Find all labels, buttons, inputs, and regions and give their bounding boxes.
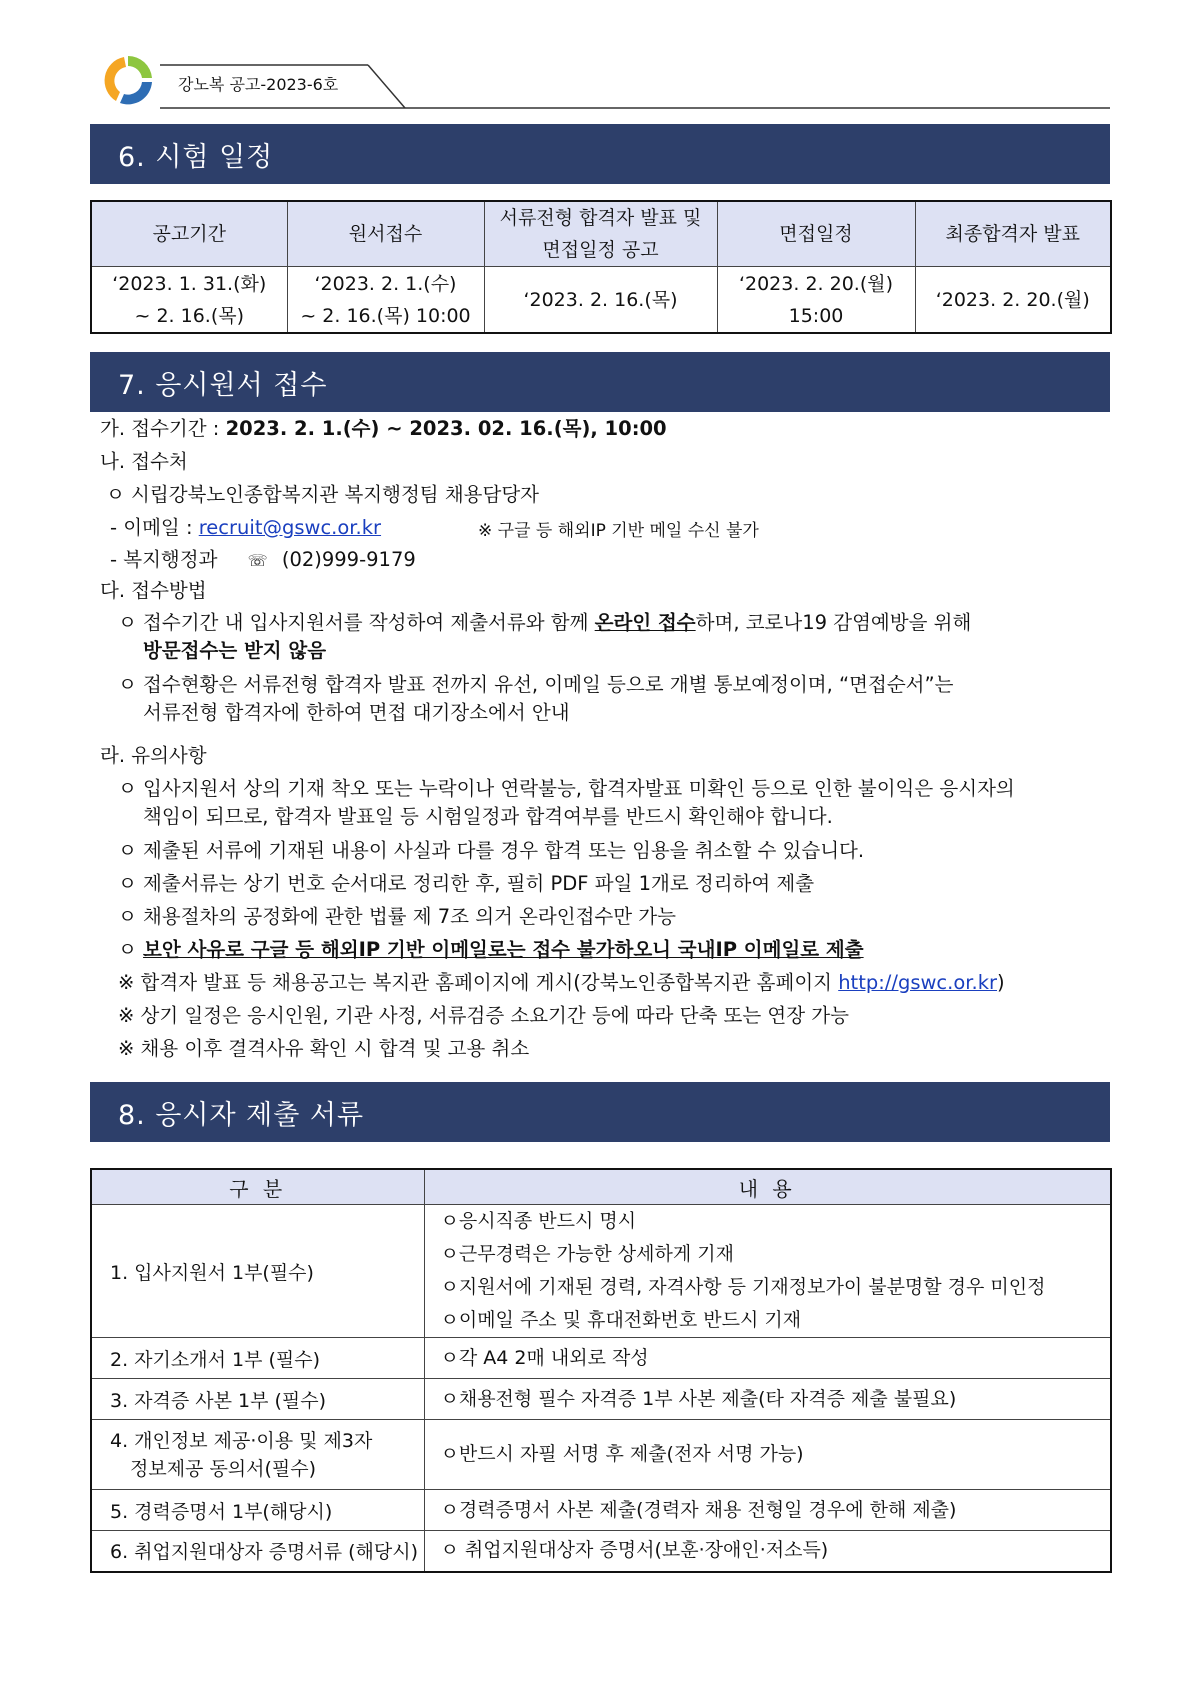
detail-item: ㅇ각 A4 2매 내외로 작성 [424,1338,1111,1379]
method-item-1 [118,610,971,636]
column-header: 구 분 [91,1169,424,1205]
submission-method-heading: 다. 접수방법 [100,579,207,602]
precaution-item-3: ㅇ 제출서류는 상기 번호 순서대로 정리한 후, 필히 PDF 파일 1개로 정리하여 제출 [118,872,815,895]
bullet: ㅇ [118,938,144,961]
detail-item: ㅇ근무경력은 가능한 상세하게 기재 [440,1243,734,1265]
text-segment: ) [997,971,1005,994]
column-header: 최종합격자 발표 [915,201,1111,267]
column-header: 면접일정 [717,201,915,267]
document-label: 1. 입사지원서 1부(필수) [91,1205,424,1338]
column-header: 공고기간 [91,201,287,267]
section-7-title: 7. 응시원서 접수 [90,352,1110,412]
precaution-item-5 [118,937,864,963]
cell-line: ‘2023. 1. 31.(화) [112,272,267,295]
detail-item: ㅇ응시직종 반드시 명시 [440,1210,637,1232]
cell-line: 15:00 [788,304,844,327]
section-8-title: 8. 응시자 제출 서류 [90,1082,1110,1142]
table-row [91,1338,1111,1379]
table-row [91,267,1111,334]
detail-item: ㅇ지원서에 기재된 경력, 자격사항 등 기재정보가이 불분명할 경우 미인정 [440,1276,1046,1298]
precautions-heading: 라. 유의사항 [100,744,207,767]
table-row [91,1531,1111,1572]
precaution-item-1: ㅇ 입사지원서 상의 기재 착오 또는 누락이나 연락불능, 합격자발표 미확인 등으로 인한 불이익은 응시자의 [118,777,1015,800]
cell-line: ‘2023. 2. 20.(월) [738,272,894,295]
column-header-line: 서류전형 합격자 발표 및 [499,207,702,229]
phone-label: - 복지행정과 [110,548,218,571]
phone-icon: ☏ [247,551,268,570]
text-segment: ※ 합격자 발표 등 채용공고는 복지관 홈페이지에 게시(강북노인종합복지관 홈페이지 [118,971,839,994]
phone-number: (02)999-9179 [281,548,416,571]
email-link[interactable]: recruit@gswc.or.kr [198,516,382,539]
section-6-title: 6. 시험 일정 [90,124,1110,184]
email-note: ※ 구글 등 해외IP 기반 메일 수신 불가 [478,521,759,541]
table-header-row [91,201,1111,267]
detail-item: ㅇ반드시 자필 서명 후 제출(전자 서명 가능) [424,1420,1111,1490]
text-segment: ㅇ 접수기간 내 입사지원서를 작성하여 제출서류와 함께 [118,611,595,634]
detail-item: ㅇ채용전형 필수 자격증 1부 사본 제출(타 자격증 제출 불필요) [424,1379,1111,1420]
document-label: 6. 취업지원대상자 증명서류 (해당시) [91,1531,424,1572]
column-header: 내 용 [424,1169,1111,1205]
precaution-item-2: ㅇ 제출된 서류에 기재된 내용이 사실과 다를 경우 합격 또는 임용을 취소할 수 있습니다. [118,839,865,862]
table-row [91,1379,1111,1420]
organization-logo-icon [100,52,156,108]
method-item-2-cont: 서류전형 합격자에 한하여 면접 대기장소에서 안내 [143,701,570,724]
note-item-3: ※ 채용 이후 결격사유 확인 시 합격 및 고용 취소 [118,1037,530,1060]
label-line: 정보제공 동의서(필수) [130,1457,317,1480]
document-label [91,1420,424,1490]
document-label: 2. 자기소개서 1부 (필수) [91,1338,424,1379]
email-line [110,515,381,541]
application-period-label: 가. 접수기간 : [100,417,226,440]
application-period-value: 2023. 2. 1.(수) ~ 2023. 02. 16.(목), 10:00 [225,417,667,440]
table-header-row [91,1169,1111,1205]
submission-place-heading: 나. 접수처 [100,450,188,473]
application-period-line [100,416,667,442]
submission-place: ㅇ 시립강북노인종합복지관 복지행정팀 채용담당자 [106,483,540,506]
interview-date-cell [717,267,915,334]
table-row [91,1420,1111,1490]
phone-line [110,547,416,574]
cell-line: ~ 2. 16.(목) [134,304,245,327]
application-period-cell [287,267,484,334]
document-result-date-cell: ‘2023. 2. 16.(목) [484,267,717,334]
detail-item: ㅇ경력증명서 사본 제출(경력자 채용 전형일 경우에 한해 제출) [424,1490,1111,1531]
email-label: - 이메일 : [110,516,199,539]
required-documents-table [90,1168,1112,1573]
exam-schedule-table [90,200,1112,334]
overseas-ip-warning: 보안 사유로 구글 등 해외IP 기반 이메일로는 접수 불가하오니 국내IP 이메일로 제출 [143,938,864,961]
note-item-1 [118,970,1005,996]
final-result-date-cell: ‘2023. 2. 20.(월) [915,267,1111,334]
note-item-2: ※ 상기 일정은 응시인원, 기관 사정, 서류검증 소요기간 등에 따라 단축 또는 연장 가능 [118,1004,849,1027]
document-details [424,1205,1111,1338]
column-header [484,201,717,267]
detail-item: ㅇ이메일 주소 및 휴대전화번호 반드시 기재 [440,1309,802,1331]
document-label: 3. 자격증 사본 1부 (필수) [91,1379,424,1420]
cell-line: ~ 2. 16.(목) 10:00 [300,304,471,327]
no-visit-notice: 방문접수는 받지 않음 [143,639,327,662]
precaution-item-1-cont: 책임이 되므로, 합격자 발표일 등 시험일정과 합격여부를 반드시 확인해야 합니다. [143,805,833,828]
precaution-item-4: ㅇ 채용절차의 공정화에 관한 법률 제 7조 의거 온라인접수만 가능 [118,905,676,928]
online-submission-emphasis: 온라인 접수 [594,611,696,634]
announcement-period-cell [91,267,287,334]
homepage-link[interactable]: http://gswc.or.kr [838,971,998,994]
text-segment: 하며, 코로나19 감염예방을 위해 [695,611,972,634]
column-header-line: 면접일정 공고 [542,239,659,261]
table-row [91,1490,1111,1531]
cell-line: ‘2023. 2. 1.(수) [314,272,457,295]
table-row [91,1205,1111,1338]
document-label: 5. 경력증명서 1부(해당시) [91,1490,424,1531]
announcement-number: 강노복 공고-2023-6호 [178,75,339,94]
detail-item: ㅇ 취업지원대상자 증명서(보훈·장애인·저소득) [424,1531,1111,1572]
document-header [90,52,1110,110]
column-header: 원서접수 [287,201,484,267]
label-line: 4. 개인정보 제공·이용 및 제3자 [110,1429,373,1452]
method-item-2: ㅇ 접수현황은 서류전형 합격자 발표 전까지 유선, 이메일 등으로 개별 통보예정이며, “면접순서”는 [118,673,954,696]
